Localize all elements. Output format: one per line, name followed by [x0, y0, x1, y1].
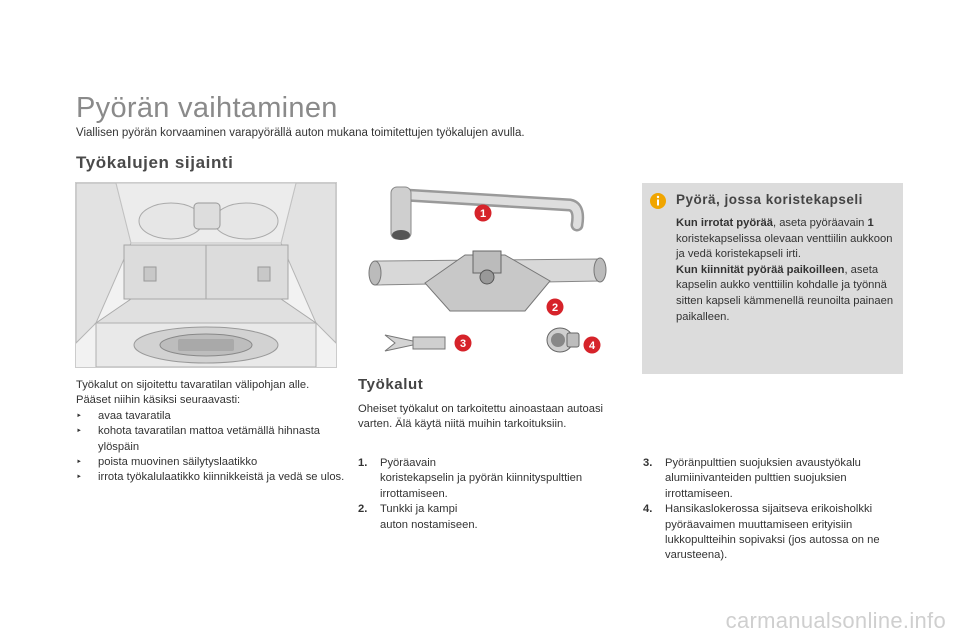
tool-item-desc: koristekapselin ja pyörän kiinnityspulttien irrottamiseen.	[380, 472, 583, 500]
info-paragraph-1: Kun irrotat pyörää, aseta pyöräavain 1 koristekapselissa olevaan venttiilin aukkoon ja vedä koristekapseli irti.	[676, 217, 893, 261]
tool-item-name: Tunkki ja kampi	[380, 503, 458, 516]
bullet-arrow-icon: ‣	[76, 426, 82, 438]
tools-description: Oheiset työkalut on tarkoitettu ainoastaan autoasi varten. Älä käytä niitä muihin tarkoituksiin.	[358, 403, 604, 431]
cap-removal-tool-icon	[385, 335, 445, 351]
svg-text:2: 2	[551, 302, 559, 314]
trunk-illustration	[76, 183, 336, 367]
tool-item-2: 2. Tunkki ja kampi auton nostamiseen.	[358, 502, 613, 533]
bullet-arrow-icon: ‣	[76, 472, 82, 484]
page-title: Pyörän vaihtaminen	[76, 92, 338, 124]
tools-heading: Työkalut	[358, 376, 424, 393]
callout-4	[584, 337, 601, 354]
info-box	[642, 183, 903, 374]
tools-list-left	[358, 456, 613, 533]
watermark: carmanualsonline.info	[725, 608, 946, 633]
bullet-arrow-icon: ‣	[76, 457, 82, 469]
tools-list-right	[643, 456, 908, 564]
bullet-arrow-icon: ‣	[76, 410, 82, 422]
callout-3	[455, 335, 472, 352]
callout-2	[547, 299, 564, 316]
page-subtitle: Viallisen pyörän korvaaminen varapyörällä auton mukana toimitettujen työkalujen avulla.	[76, 127, 525, 139]
tool-item-text: Pyöränpulttien suojuksien avaustyökalu alumiinivanteiden pulttien suojuksien irrottamiseen.	[665, 457, 861, 500]
tools-illustration	[355, 185, 615, 365]
location-intro: Työkalut on sijoitettu tavaratilan välipohjan alle. Pääset niihin käsiksi seuraavasti:	[76, 379, 310, 407]
info-text	[676, 216, 896, 325]
socket-icon	[547, 328, 579, 352]
location-bullet: ‣ kohota tavaratilan mattoa vetämällä hihnasta ylöspäin	[76, 425, 321, 453]
jack-icon	[369, 251, 606, 311]
section-title: Työkalujen sijainti	[76, 153, 234, 172]
info-title: Pyörä, jossa koristekapseli	[676, 192, 863, 207]
tool-item-desc: auton nostamiseen.	[380, 518, 478, 531]
trunk-photo	[75, 182, 337, 368]
callout-1	[475, 205, 492, 222]
info-icon	[650, 193, 666, 209]
tool-item-3: 3. Pyöränpulttien suojuksien avaustyökalu alumiinivanteiden pulttien suojuksien irrottamiseen.	[643, 456, 908, 502]
location-text	[76, 378, 346, 486]
svg-text:4: 4	[588, 340, 596, 352]
location-bullet: ‣ irrota työkalulaatikko kiinnikkeistä ja vedä se ulos.	[76, 470, 346, 485]
tool-item-name: Pyöräavain	[380, 457, 436, 469]
info-paragraph-2: Kun kiinnität pyörää paikoilleen, aseta kapselin aukko venttiilin kohdalle ja työnnä sitten kapseli kämmenellä reunoilta painaen paikalleen.	[676, 263, 894, 323]
tool-item-4: 4. Hansikaslokerossa sijaitseva erikoisholkki pyöräavaimen muuttamiseen erityisiin lukkopultteihin sopivaksi (jos autossa on ne varusteena).	[643, 502, 908, 564]
location-bullet: ‣ poista muovinen säilytyslaatikko	[76, 455, 346, 470]
tool-item-text: Hansikaslokerossa sijaitseva erikoisholkki pyöräavaimen muuttamiseen erityisiin lukkopultteihin sopivaksi (jos autossa on ne varusteena).	[665, 503, 880, 562]
tool-item-1: 1. Pyöräavain koristekapselin ja pyörän kiinnityspulttien irrottamiseen.	[358, 456, 613, 502]
location-bullet: ‣ avaa tavaratila	[76, 409, 346, 424]
svg-text:3: 3	[459, 338, 467, 350]
svg-text:1: 1	[479, 208, 487, 220]
